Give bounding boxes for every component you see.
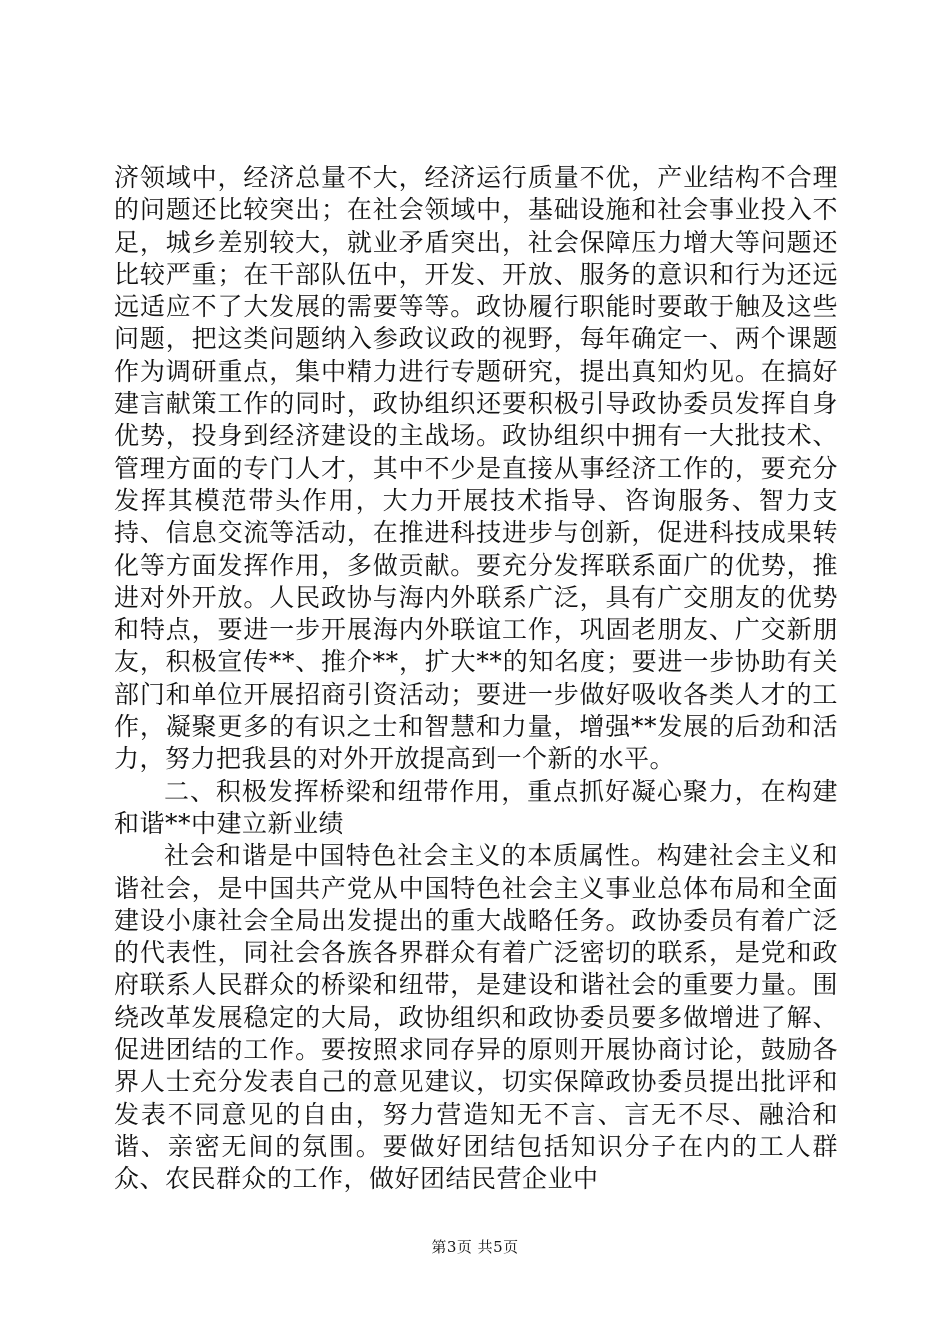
body-paragraph-continued: 济领域中，经济总量不大，经济运行质量不优，产业结构不合理的问题还比较突出；在社会领域中，基础设施和社会事业投入不足，城乡差别较大，就业矛盾突出，社会保障压力增大等问题还比较严重；在干部队伍中，开发、开放、服务的意识和行为还远远适应不了大发展的需要等等。政协履行职能时要敢于触及这些问题，把这类问题纳入参政议政的视野，每年确定一、两个课题作为调研重点，集中精力进行专题研究，提出真知灼见。在搞好建言献策工作的同时，政协组织还要积极引导政协委员发挥自身优势，投身到经济建设的主战场。政协组织中拥有一大批技术、管理方面的专门人才，其中不少是直接从事经济工作的，要充分发挥其模范带头作用，大力开展技术指导、咨询服务、智力支持、信息交流等活动，在推进科技进步与创新，促进科技成果转化等方面发挥作用，多做贡献。要充分发挥联系面广的优势，推进对外开放。人民政协与海内外联系广泛，具有广交朋友的优势和特点，要进一步开展海内外联谊工作，巩固老朋友、广交新朋友，积极宣传**、推介**，扩大**的知名度；要进一步协助有关部门和单位开展招商引资活动；要进一步做好吸收各类人才的工作，凝聚更多的有识之士和智慧和力量，增强**发展的后劲和活力，努力把我县的对外开放提高到一个新的水平。 <box>114 163 838 774</box>
document-body <box>114 162 838 1196</box>
page-footer: 第3页 共5页 <box>431 1238 519 1256</box>
body-paragraph: 社会和谐是中国特色社会主义的本质属性。构建社会主义和谐社会，是中国共产党从中国特色社会主义事业总体布局和全面建设小康社会全局出发提出的重大战略任务。政协委员有着广泛的代表性，同社会各族各界群众有着广泛密切的联系，是党和政府联系人民群众的桥梁和纽带，是建设和谐社会的重要力量。围绕改革发展稳定的大局，政协组织和政协委员要多做增进了解、促进团结的工作。要按照求同存异的原则开展协商讨论，鼓励各界人士充分发表自己的意见建议，切实保障政协委员提出批评和发表不同意见的自由，努力营造知无不言、言无不尽、融洽和谐、亲密无间的氛围。要做好团结包括知识分子在内的工人群众、农民群众的工作，做好团结民营企业中 <box>114 841 838 1194</box>
section-heading: 二、积极发挥桥梁和纽带作用，重点抓好凝心聚力，在构建和谐**中建立新业绩 <box>114 776 838 838</box>
